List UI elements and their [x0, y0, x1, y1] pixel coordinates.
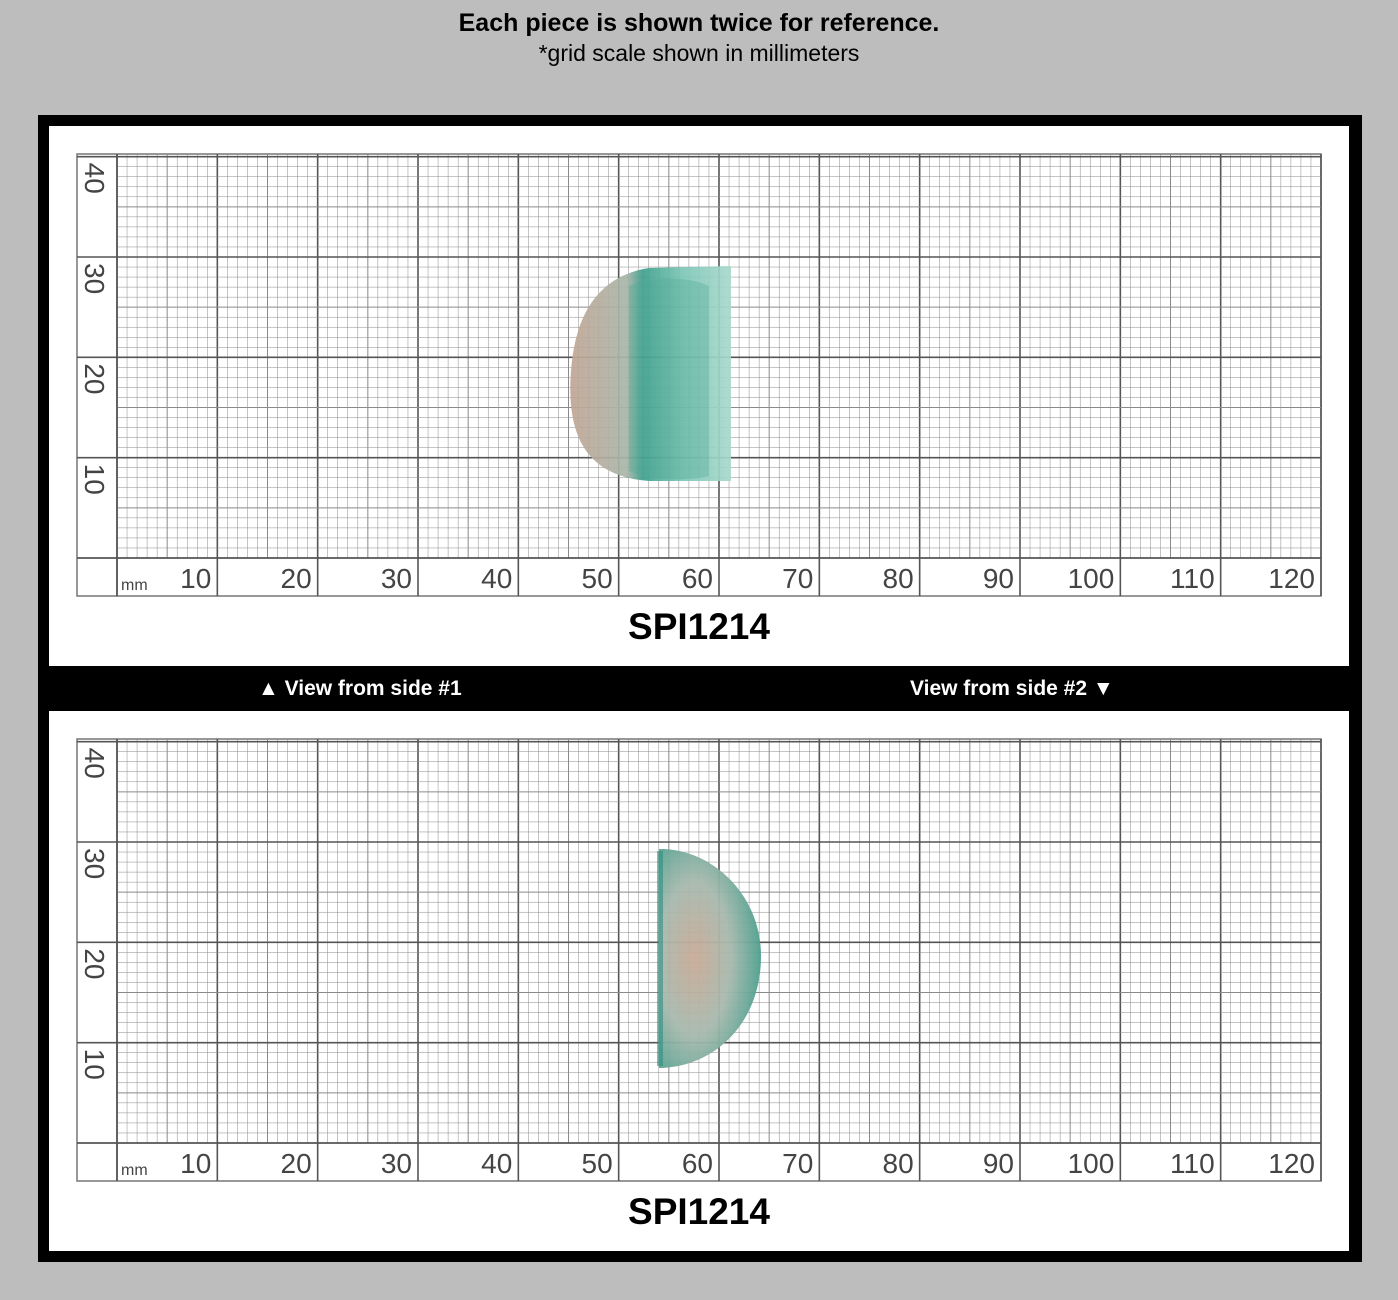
y-tick-label: 20 [79, 363, 110, 395]
x-tick-label: 70 [782, 563, 814, 594]
x-tick-label: 80 [882, 563, 914, 594]
x-tick-label: 60 [681, 1148, 713, 1179]
gem-photo-side-2 [49, 711, 1349, 1191]
unit-label: mm [121, 577, 148, 594]
view-panel-1 [49, 126, 1349, 666]
x-tick-label: 100 [1067, 563, 1115, 594]
x-tick-label: 10 [180, 1148, 212, 1179]
page-subtitle: *grid scale shown in millimeters [538, 40, 860, 66]
y-tick-label: 40 [79, 747, 110, 779]
x-tick-label: 90 [982, 1148, 1014, 1179]
x-tick-label: 100 [1067, 1148, 1115, 1179]
y-tick-label: 10 [79, 1048, 110, 1080]
y-tick-label: 30 [79, 848, 110, 880]
x-tick-label: 110 [1170, 563, 1215, 594]
x-tick-label: 20 [280, 1148, 312, 1179]
x-tick-label: 30 [380, 1148, 412, 1179]
x-tick-label: 50 [581, 563, 613, 594]
x-tick-label: 20 [280, 563, 312, 594]
x-tick-label: 120 [1268, 1148, 1315, 1179]
y-tick-label: 10 [79, 463, 110, 495]
x-tick-label: 90 [982, 563, 1014, 594]
x-tick-label: 110 [1170, 1148, 1215, 1179]
x-tick-label: 120 [1268, 563, 1315, 594]
view-panel-2 [49, 711, 1349, 1251]
y-tick-label: 30 [79, 263, 110, 295]
view-side-2-label: View from side #2 ▼ [910, 677, 1114, 700]
gem-photo-side-1 [49, 126, 1349, 606]
x-tick-label: 80 [882, 1148, 914, 1179]
x-tick-label: 30 [380, 563, 412, 594]
x-tick-label: 50 [581, 1148, 613, 1179]
view-side-1-label: ▲ View from side #1 [258, 677, 462, 700]
y-tick-label: 40 [79, 162, 110, 194]
x-tick-label: 40 [481, 563, 513, 594]
x-tick-label: 70 [782, 1148, 814, 1179]
sku-label: SPI1214 [628, 606, 770, 647]
header [0, 6, 1398, 66]
x-tick-label: 60 [681, 563, 713, 594]
x-tick-label: 40 [481, 1148, 513, 1179]
sku-label: SPI1214 [628, 1191, 770, 1232]
page-title: Each piece is shown twice for reference. [458, 9, 940, 37]
y-tick-label: 20 [79, 948, 110, 980]
unit-label: mm [121, 1162, 148, 1179]
x-tick-label: 10 [180, 563, 212, 594]
